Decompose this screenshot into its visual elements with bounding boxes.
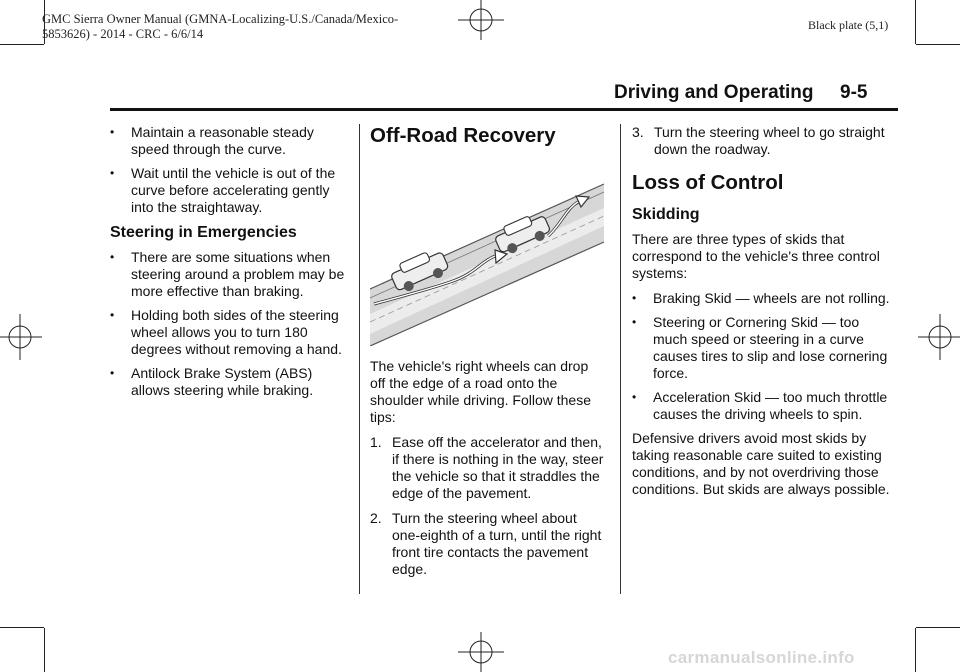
numbered-step xyxy=(370,434,606,502)
registration-mark-bottom xyxy=(458,632,504,672)
bullet-icon: • xyxy=(110,366,115,380)
step-text: Turn the steering wheel about one-eighth of a turn, until the right front tire contacts the pavement edge. xyxy=(392,510,602,577)
registration-mark-left xyxy=(0,314,42,360)
bullet-text: There are some situations when steering around a problem may be more effective than braking. xyxy=(131,249,345,299)
bullet-item xyxy=(110,165,350,216)
print-header-line-2: 5853626) - 2014 - CRC - 6/6/14 xyxy=(42,27,204,41)
bullet-text: Acceleration Skid — too much throttle causes the driving wheels to spin. xyxy=(653,389,888,422)
column-1 xyxy=(110,124,350,406)
bullet-item xyxy=(110,307,350,358)
section-heading-steering-emergencies: Steering in Emergencies xyxy=(110,224,297,241)
bullet-item xyxy=(110,249,350,300)
step-number: 2. xyxy=(370,510,382,526)
bullet-icon: • xyxy=(632,390,637,404)
crop-mark xyxy=(916,44,960,45)
bullet-icon: • xyxy=(632,315,637,329)
bullet-text: Braking Skid — wheels are not rolling. xyxy=(653,290,890,306)
body-paragraph: The vehicle's right wheels can drop off the edge of a road onto the shoulder while driving. Follow these tips: xyxy=(370,358,591,425)
step-number: 3. xyxy=(632,124,644,140)
print-header xyxy=(42,12,512,42)
step-number: 1. xyxy=(370,434,382,450)
bullet-text: Maintain a reasonable steady speed through the curve. xyxy=(131,124,314,157)
bullet-icon: • xyxy=(110,308,115,322)
bullet-item xyxy=(110,365,350,399)
body-paragraph: Defensive drivers avoid most skids by taking reasonable care suited to existing conditions, and by not overdriving those conditions. But skids are always possible. xyxy=(632,430,890,497)
column-3 xyxy=(632,124,896,506)
crop-mark xyxy=(915,628,916,672)
bullet-icon: • xyxy=(110,250,115,264)
bullet-icon: • xyxy=(110,166,115,180)
crop-mark xyxy=(0,627,44,628)
step-text: Turn the steering wheel to go straight down the roadway. xyxy=(654,124,885,157)
page-title: Driving and Operating xyxy=(614,82,814,103)
car-off-road-recovery-illustration xyxy=(370,164,604,346)
crop-mark xyxy=(44,628,45,672)
bullet-text: Holding both sides of the steering wheel allows you to turn 180 degrees without removing a hand. xyxy=(131,307,342,357)
watermark-text: carmanualsonline.info xyxy=(668,648,855,667)
numbered-step xyxy=(370,510,606,578)
page-number: 9-5 xyxy=(840,82,868,103)
numbered-step xyxy=(632,124,896,158)
bullet-item xyxy=(110,124,350,158)
bullet-item xyxy=(632,389,896,423)
registration-mark-right xyxy=(918,314,960,360)
section-heading-loss-of-control: Loss of Control xyxy=(632,171,784,194)
subheading-skidding: Skidding xyxy=(632,206,700,223)
section-heading-off-road-recovery: Off-Road Recovery xyxy=(370,124,556,147)
bullet-icon: • xyxy=(632,291,637,305)
crop-mark xyxy=(915,0,916,44)
bullet-item xyxy=(632,314,896,382)
crop-mark xyxy=(0,44,44,45)
bullet-text: Steering or Cornering Skid — too much speed or steering in a curve causes tires to slip and lose cornering force. xyxy=(653,314,888,381)
black-plate-label: Black plate (5,1) xyxy=(808,18,889,32)
bullet-text: Wait until the vehicle is out of the curve before accelerating gently into the straightaway. xyxy=(131,165,336,215)
column-2 xyxy=(370,124,606,586)
print-header-line-1: GMC Sierra Owner Manual (GMNA-Localizing-U.S./Canada/Mexico- xyxy=(42,12,399,26)
crop-mark xyxy=(916,627,960,628)
step-text: Ease off the accelerator and then, if there is nothing in the way, steer the vehicle so that it straddles the edge of the pavement. xyxy=(392,434,604,501)
bullet-item xyxy=(632,290,896,307)
body-paragraph: There are three types of skids that correspond to the vehicle's three control systems: xyxy=(632,231,880,281)
bullet-text: Antilock Brake System (ABS) allows steering while braking. xyxy=(131,365,314,398)
bullet-icon: • xyxy=(110,125,115,139)
column-divider xyxy=(359,124,360,594)
column-divider xyxy=(620,124,621,594)
title-rule xyxy=(110,108,898,111)
